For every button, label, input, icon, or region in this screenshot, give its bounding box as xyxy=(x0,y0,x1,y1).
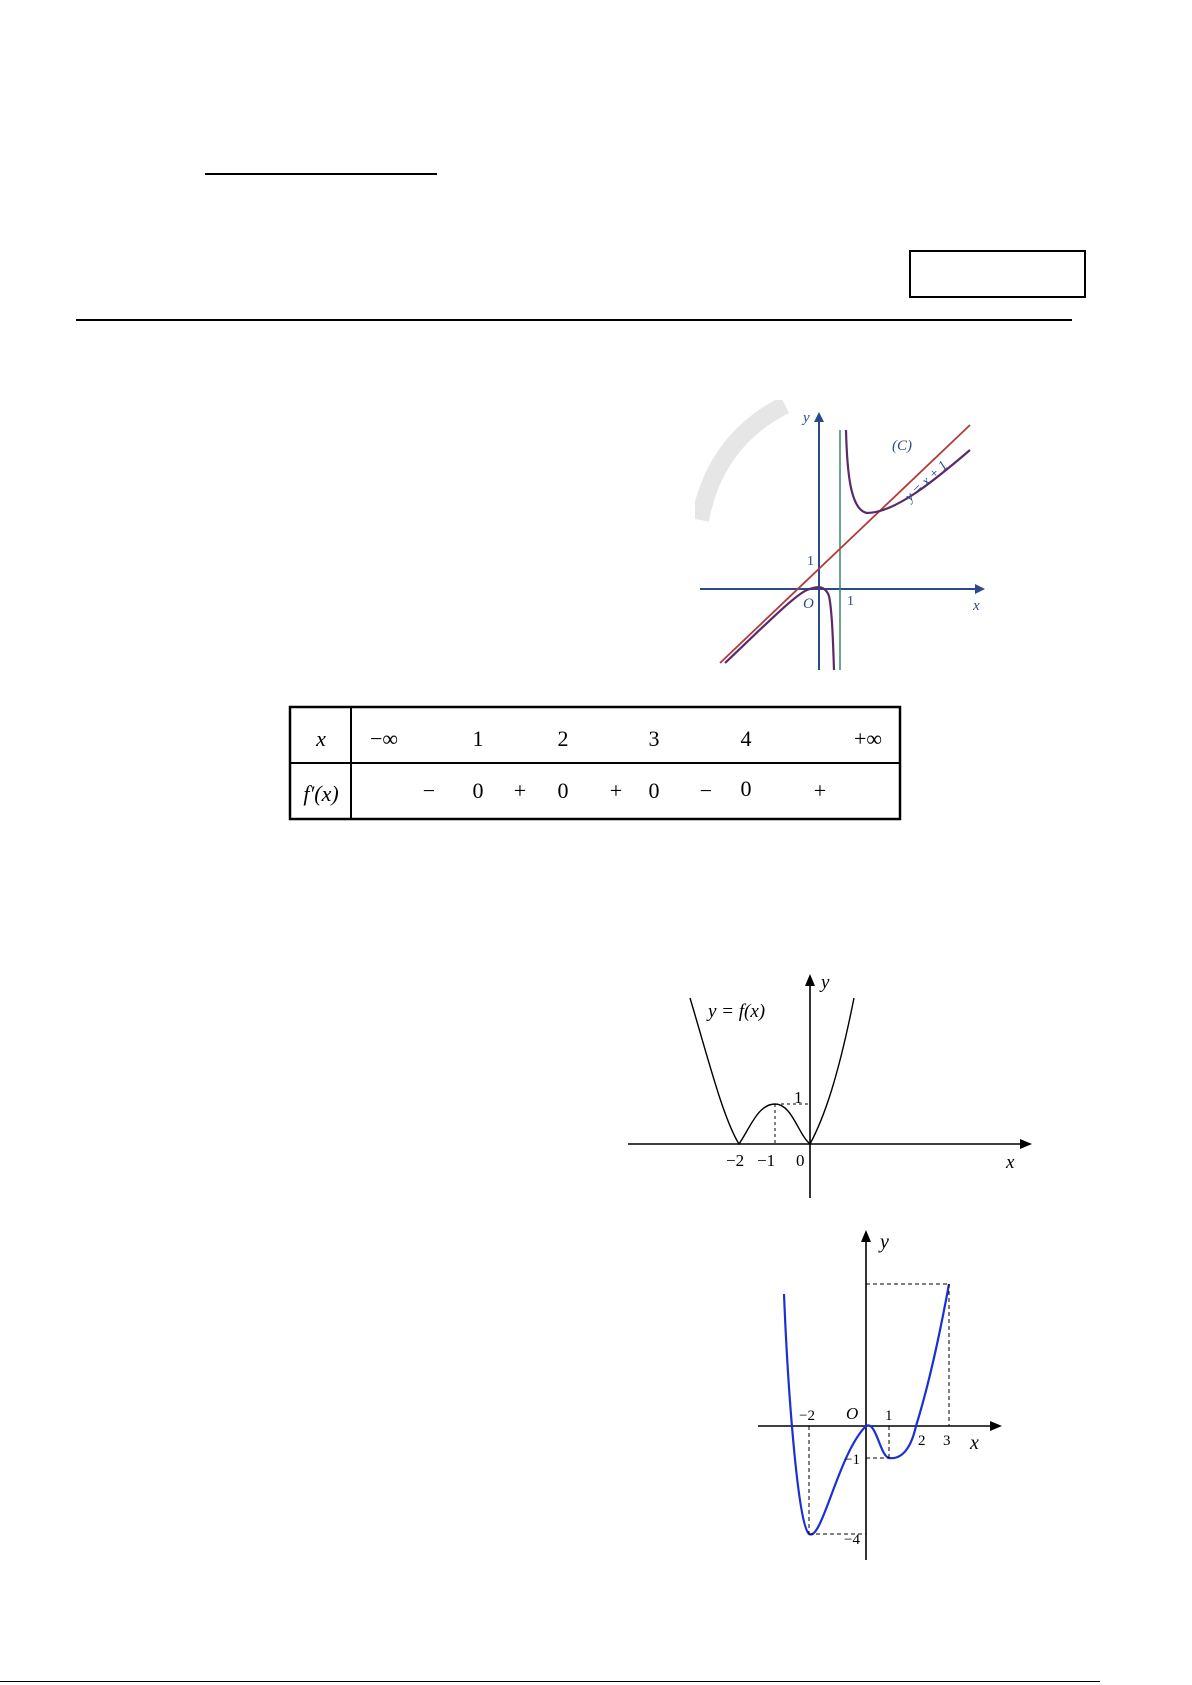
row-label-x: x xyxy=(316,726,326,751)
oblique-asymptote xyxy=(720,425,970,663)
derivative-sign-table xyxy=(288,705,902,821)
sign-cell: 0 xyxy=(557,778,569,803)
x-tick-3: 3 xyxy=(943,1433,951,1449)
row-label-fprime: f′(x) xyxy=(303,781,339,806)
sign-cell: 0 xyxy=(740,776,752,801)
sign-cell: − xyxy=(422,778,436,803)
asymptote-label: y = x + 1 xyxy=(902,458,951,505)
y-axis-arrow xyxy=(805,974,815,986)
x-value: 4 xyxy=(740,726,752,751)
x-value: 2 xyxy=(557,726,569,751)
y-axis-label: y xyxy=(880,1231,889,1253)
y-tick-1: 1 xyxy=(794,1088,803,1107)
y-axis-label: y xyxy=(803,410,810,426)
figure-curve-asymptote xyxy=(695,400,995,670)
exam-code-box xyxy=(909,250,1086,298)
x-axis-label: x xyxy=(973,598,980,614)
header-divider xyxy=(76,319,1072,321)
x-axis-label: x xyxy=(1006,1152,1015,1173)
watermark-arc xyxy=(700,405,785,520)
y-axis-arrow xyxy=(861,1230,871,1242)
sign-cell: + xyxy=(609,778,623,803)
figure-f-graph xyxy=(628,968,1034,1204)
origin-label: O xyxy=(846,1404,859,1423)
x-axis-label: x xyxy=(970,1432,979,1454)
sign-cell: 0 xyxy=(648,778,660,803)
curve-left-branch xyxy=(725,587,834,670)
y-tick-neg4: −4 xyxy=(844,1532,860,1548)
curve-label: y = f(x) xyxy=(708,1001,766,1022)
x-value: +∞ xyxy=(853,726,883,751)
y-tick-1: 1 xyxy=(807,554,814,569)
x-tick-2: 2 xyxy=(918,1433,926,1449)
sign-cell: − xyxy=(699,778,713,803)
x-tick-1: 1 xyxy=(847,594,854,609)
figure-quartic-graph xyxy=(758,1224,1008,1564)
curve-label: (C) xyxy=(892,438,912,454)
x-tick-1: 1 xyxy=(885,1408,893,1424)
sign-cell: + xyxy=(513,778,527,803)
footer-rule xyxy=(0,1681,1100,1682)
x-axis-arrow xyxy=(1020,1139,1032,1149)
sign-cell: + xyxy=(813,778,827,803)
x-tick-neg2: −2 xyxy=(726,1151,745,1170)
x-tick-neg1: −1 xyxy=(757,1151,776,1170)
x-tick-0: 0 xyxy=(796,1151,805,1170)
x-value: 3 xyxy=(648,726,660,751)
y-axis-arrow xyxy=(814,412,824,422)
header-underline xyxy=(205,173,437,175)
x-tick-neg2: −2 xyxy=(799,1408,815,1424)
y-tick-neg1: −1 xyxy=(844,1452,860,1468)
x-value: 1 xyxy=(472,726,484,751)
y-axis-label: y xyxy=(821,972,830,993)
sign-cell: 0 xyxy=(472,778,484,803)
x-axis-arrow xyxy=(990,1421,1002,1431)
x-value: −∞ xyxy=(369,726,399,751)
origin-label: O xyxy=(803,596,814,612)
x-axis-arrow xyxy=(975,584,985,594)
